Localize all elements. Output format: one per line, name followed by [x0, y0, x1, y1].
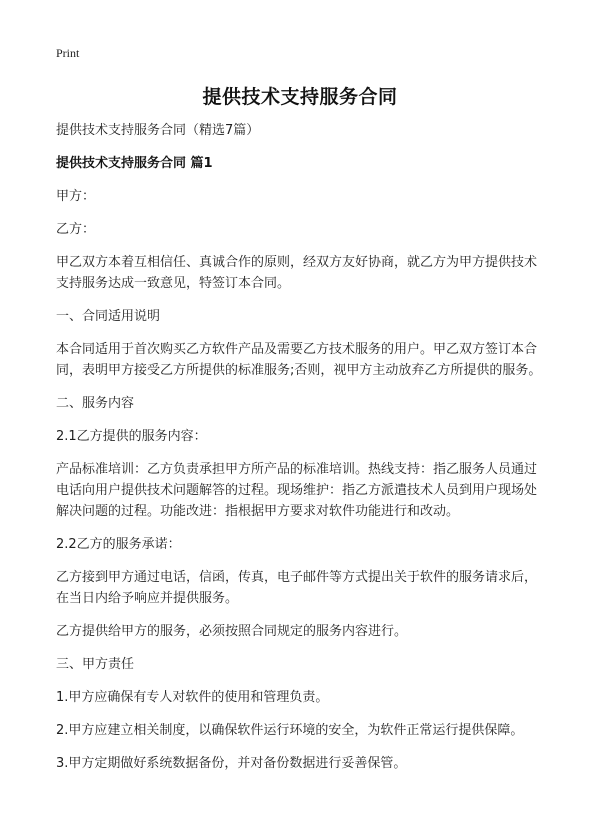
section-2-1-title: 2.1乙方提供的服务内容： [56, 429, 207, 444]
section-2-1-text: 产品标准培训：乙方负责承担甲方所产品的标准培训。热线支持：指乙服务人员通过电话向用户提供技术问题解答的过程。现场维护：指乙方派遣技术人员到用户现场处解决问题的过程。功能改进：指根据甲方要求对软件功能进行和改动。 [56, 462, 538, 519]
section-1-text: 本合同适用于首次购买乙方软件产品及需要乙方技术服务的用户。甲乙双方签订本合同，表明甲方接受乙方所提供的标准服务;否则，视甲方主动放弃乙方所提供的服务。 [56, 342, 542, 378]
section-2-3-text: 乙方提供给甲方的服务，必须按照合同规定的服务内容进行。 [56, 624, 408, 639]
print-label[interactable]: Print [56, 46, 80, 60]
section-3-item-3: 3.甲方定期做好系统数据备份，并对备份数据进行妥善保管。 [56, 756, 407, 771]
section-2-title: 二、服务内容 [56, 396, 135, 411]
section-3-item-1: 1.甲方应确保有专人对软件的使用和管理负责。 [56, 690, 329, 705]
section-3-title: 三、甲方责任 [56, 657, 135, 672]
intro-paragraph: 甲乙双方本着互相信任、真诚合作的原则，经双方友好协商，就乙方为甲方提供技术支持服务达成一致意见，特签订本合同。 [56, 255, 538, 291]
document-body [56, 120, 548, 786]
section-2-2-text: 乙方接到甲方通过电话，信函，传真，电子邮件等方式提出关于软件的服务请求后，在当日内给予响应并提供服务。 [56, 570, 538, 606]
party-b-line: 乙方： [56, 222, 96, 237]
party-a-line: 甲方： [56, 189, 96, 204]
document-subtitle: 提供技术支持服务合同（精选7篇） [56, 123, 260, 138]
section-1-title: 一、合同适用说明 [56, 309, 161, 324]
section-3-item-2: 2.甲方应建立相关制度，以确保软件运行环境的安全，为软件正常运行提供保障。 [56, 723, 524, 738]
section-heading: 提供技术支持服务合同 篇1 [56, 156, 213, 171]
document-title: 提供技术支持服务合同 [202, 86, 398, 108]
section-2-2-title: 2.2乙方的服务承诺： [56, 537, 181, 552]
